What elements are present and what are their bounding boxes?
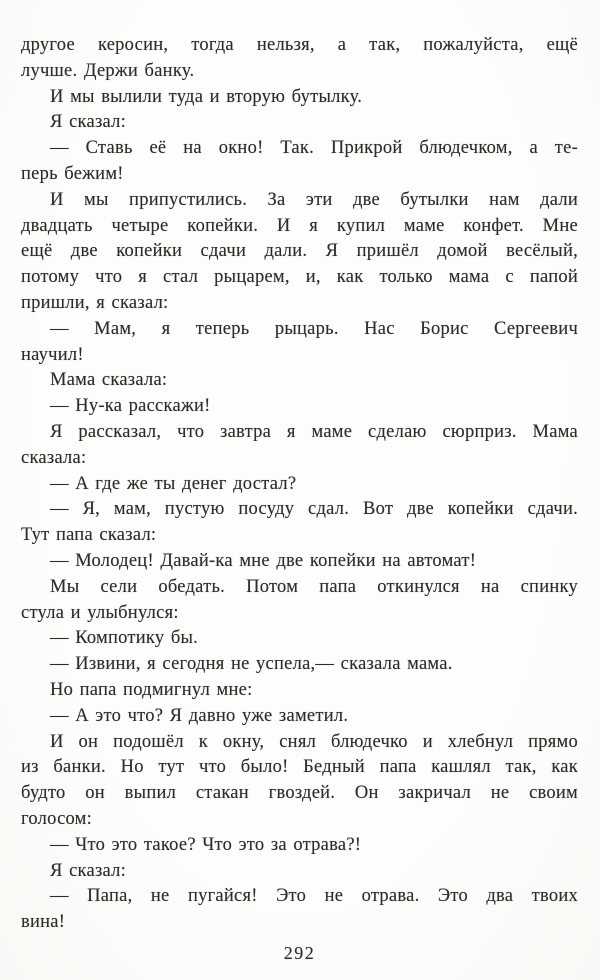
text-line: — Папа, не пугайся! Это не отрава. Это два твоих [50,886,578,907]
text-line: перь бежим! [21,163,124,184]
text-line: Я рассказал, что завтра я маме сделаю сюрприз. Мама [50,421,578,442]
paragraph [21,188,578,317]
paragraph [21,394,578,420]
paragraph [21,678,578,704]
paragraph [21,136,578,188]
text-line: — Ну-ка расскажи! [50,396,211,417]
paragraph [21,317,578,369]
text-line: ещё две копейки сдачи дали. Я пришёл домой весёлый, [21,241,578,262]
paragraph [21,472,578,498]
text-line: сказала: [21,447,87,468]
text-line: стула и улыбнулся: [21,602,179,623]
text-line: — Ставь её на окно! Так. Прикрой блюдечком, а те- [50,138,578,159]
text-column [21,33,578,936]
text-line: лучше. Держи банку. [21,60,195,81]
paragraph [21,859,578,885]
page-number: 292 [283,943,316,963]
paragraph [21,652,578,678]
text-line: — Молодец! Давай-ка мне две копейки на автомат! [50,550,477,571]
text-line: Мама сказала: [50,370,168,391]
text-line: — А где же ты денег достал? [50,473,297,494]
paragraph [21,85,578,111]
paragraph [21,730,578,833]
text-line: вина! [21,912,66,933]
paragraph [21,368,578,394]
text-line: научил! [21,344,84,365]
text-line: другое керосин, тогда нельзя, а так, пожалуйста, ещё [21,35,578,55]
text-line: — Извини, я сегодня не успела,— сказала мама. [50,654,453,675]
paragraph [21,110,578,136]
text-line: Я сказал: [50,860,126,881]
paragraph [21,549,578,575]
text-line: двадцать четыре копейки. И я купил маме конфет. Мне [21,215,578,236]
text-line: — Компотику бы. [50,628,199,649]
text-line: потому что я стал рыцарем, и, как только мама с папой [21,267,578,288]
text-line: — А это что? Я давно уже заметил. [50,705,349,726]
text-line: Я сказал: [50,112,126,133]
paragraph [21,420,578,472]
text-line: Мы сели обедать. Потом папа откинулся на спинку [50,576,578,597]
paragraph [21,575,578,627]
text-line: будто он выпил стакан гвоздей. Он закричал не своим [21,783,578,804]
paragraph [21,884,578,936]
paragraph [21,497,578,549]
text-line: — Мам, я теперь рыцарь. Нас Борис Сергеевич [50,318,578,339]
text-line: — Что это такое? Что это за отрава?! [50,834,362,855]
text-line: голосом: [21,808,93,829]
paragraph [21,704,578,730]
text-line: И мы вылили туда и вторую бутылку. [50,86,363,107]
paragraph [21,833,578,859]
text-line: Но папа подмигнул мне: [50,679,253,700]
text-line: И мы припустились. За эти две бутылки нам дали [50,189,578,210]
text-line: Тут папа сказал: [21,525,157,546]
paragraph [21,33,578,85]
text-line: из банки. Но тут что было! Бедный папа кашлял так, как [21,757,578,778]
paragraph [21,626,578,652]
text-line: — Я, мам, пустую посуду сдал. Вот две копейки сдачи. [50,499,578,520]
text-line: пришли, я сказал: [21,292,169,313]
text-line: И он подошёл к окну, снял блюдечко и хлебнул прямо [50,731,578,752]
